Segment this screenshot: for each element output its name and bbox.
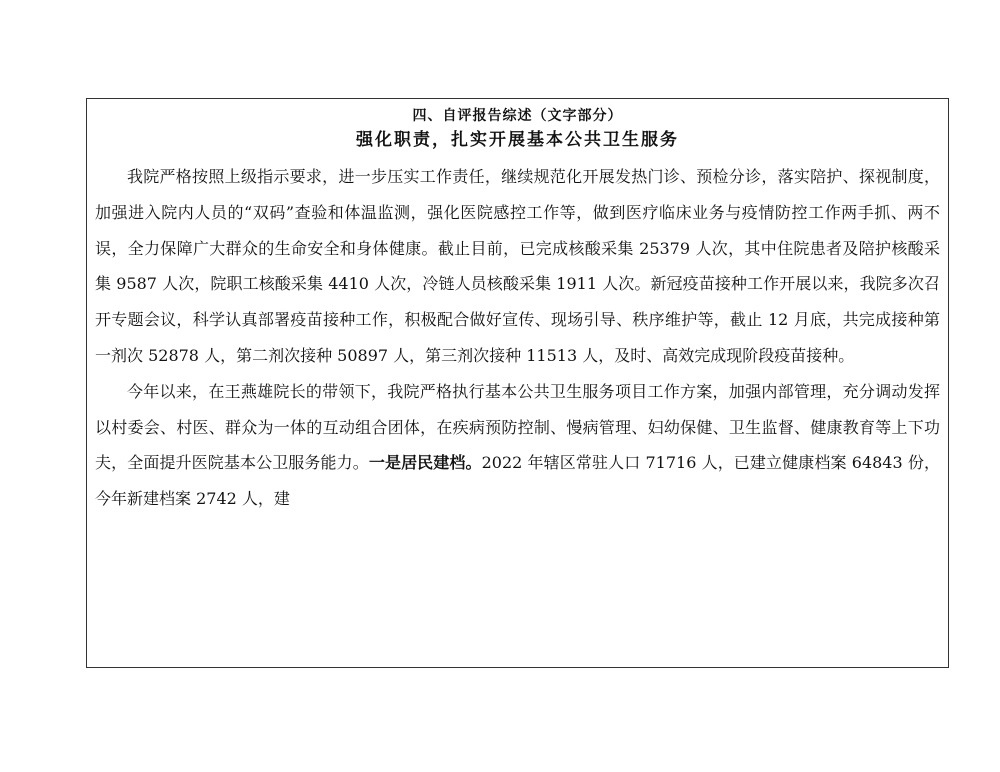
report-frame: [86, 98, 949, 668]
paragraph-tail-text: 2022 年辖区常驻人口 71716 人，已建立健康档案 64843 份，今年新建档案 2742 人，建: [95, 453, 940, 509]
report-body: [95, 159, 940, 517]
paragraph-lead-text: 今年以来，在王燕雄院长的带领下，我院严格执行基本公共卫生服务项目工作方案，加强内部管理，充分调动发挥以村委会、村医、群众为一体的互动组合团体，在疾病预防控制、慢病管理、妇幼保健、卫生监督、健康教育等上下功夫，全面提升医院基本公卫服务能力。: [95, 381, 940, 473]
paragraph-epidemic-prevention: 我院严格按照上级指示要求，进一步压实工作责任，继续规范化开展发热门诊、预检分诊，落实陪护、探视制度，加强进入院内人员的“双码”查验和体温监测，强化医院感控工作等，做到医疗临床业务与疫情防控工作两手抓、两不误，全力保障广大群众的生命安全和身体健康。截止目前，已完成核酸采集 25379 人次，其中住院患者及陪护核酸采集 9587 人次，院职工核酸采集 4410 人次，冷链人员核酸采集 1911 人次。新冠疫苗接种工作开展以来，我院多次召开专题会议，科学认真部署疫苗接种工作，积极配合做好宣传、现场引导、秩序维护等，截止 12 月底，共完成接种第一剂次 52878 人，第二剂次接种 50897 人，第三剂次接种 11513 人，及时、高效完成现阶段疫苗接种。: [95, 167, 940, 365]
section-heading: 四、自评报告综述（文字部分）: [412, 108, 623, 124]
main-title: 强化职责，扎实开展基本公共卫生服务: [356, 130, 679, 150]
paragraph-public-health: [95, 374, 940, 517]
bold-point-resident-records: 一是居民建档。: [368, 453, 482, 473]
